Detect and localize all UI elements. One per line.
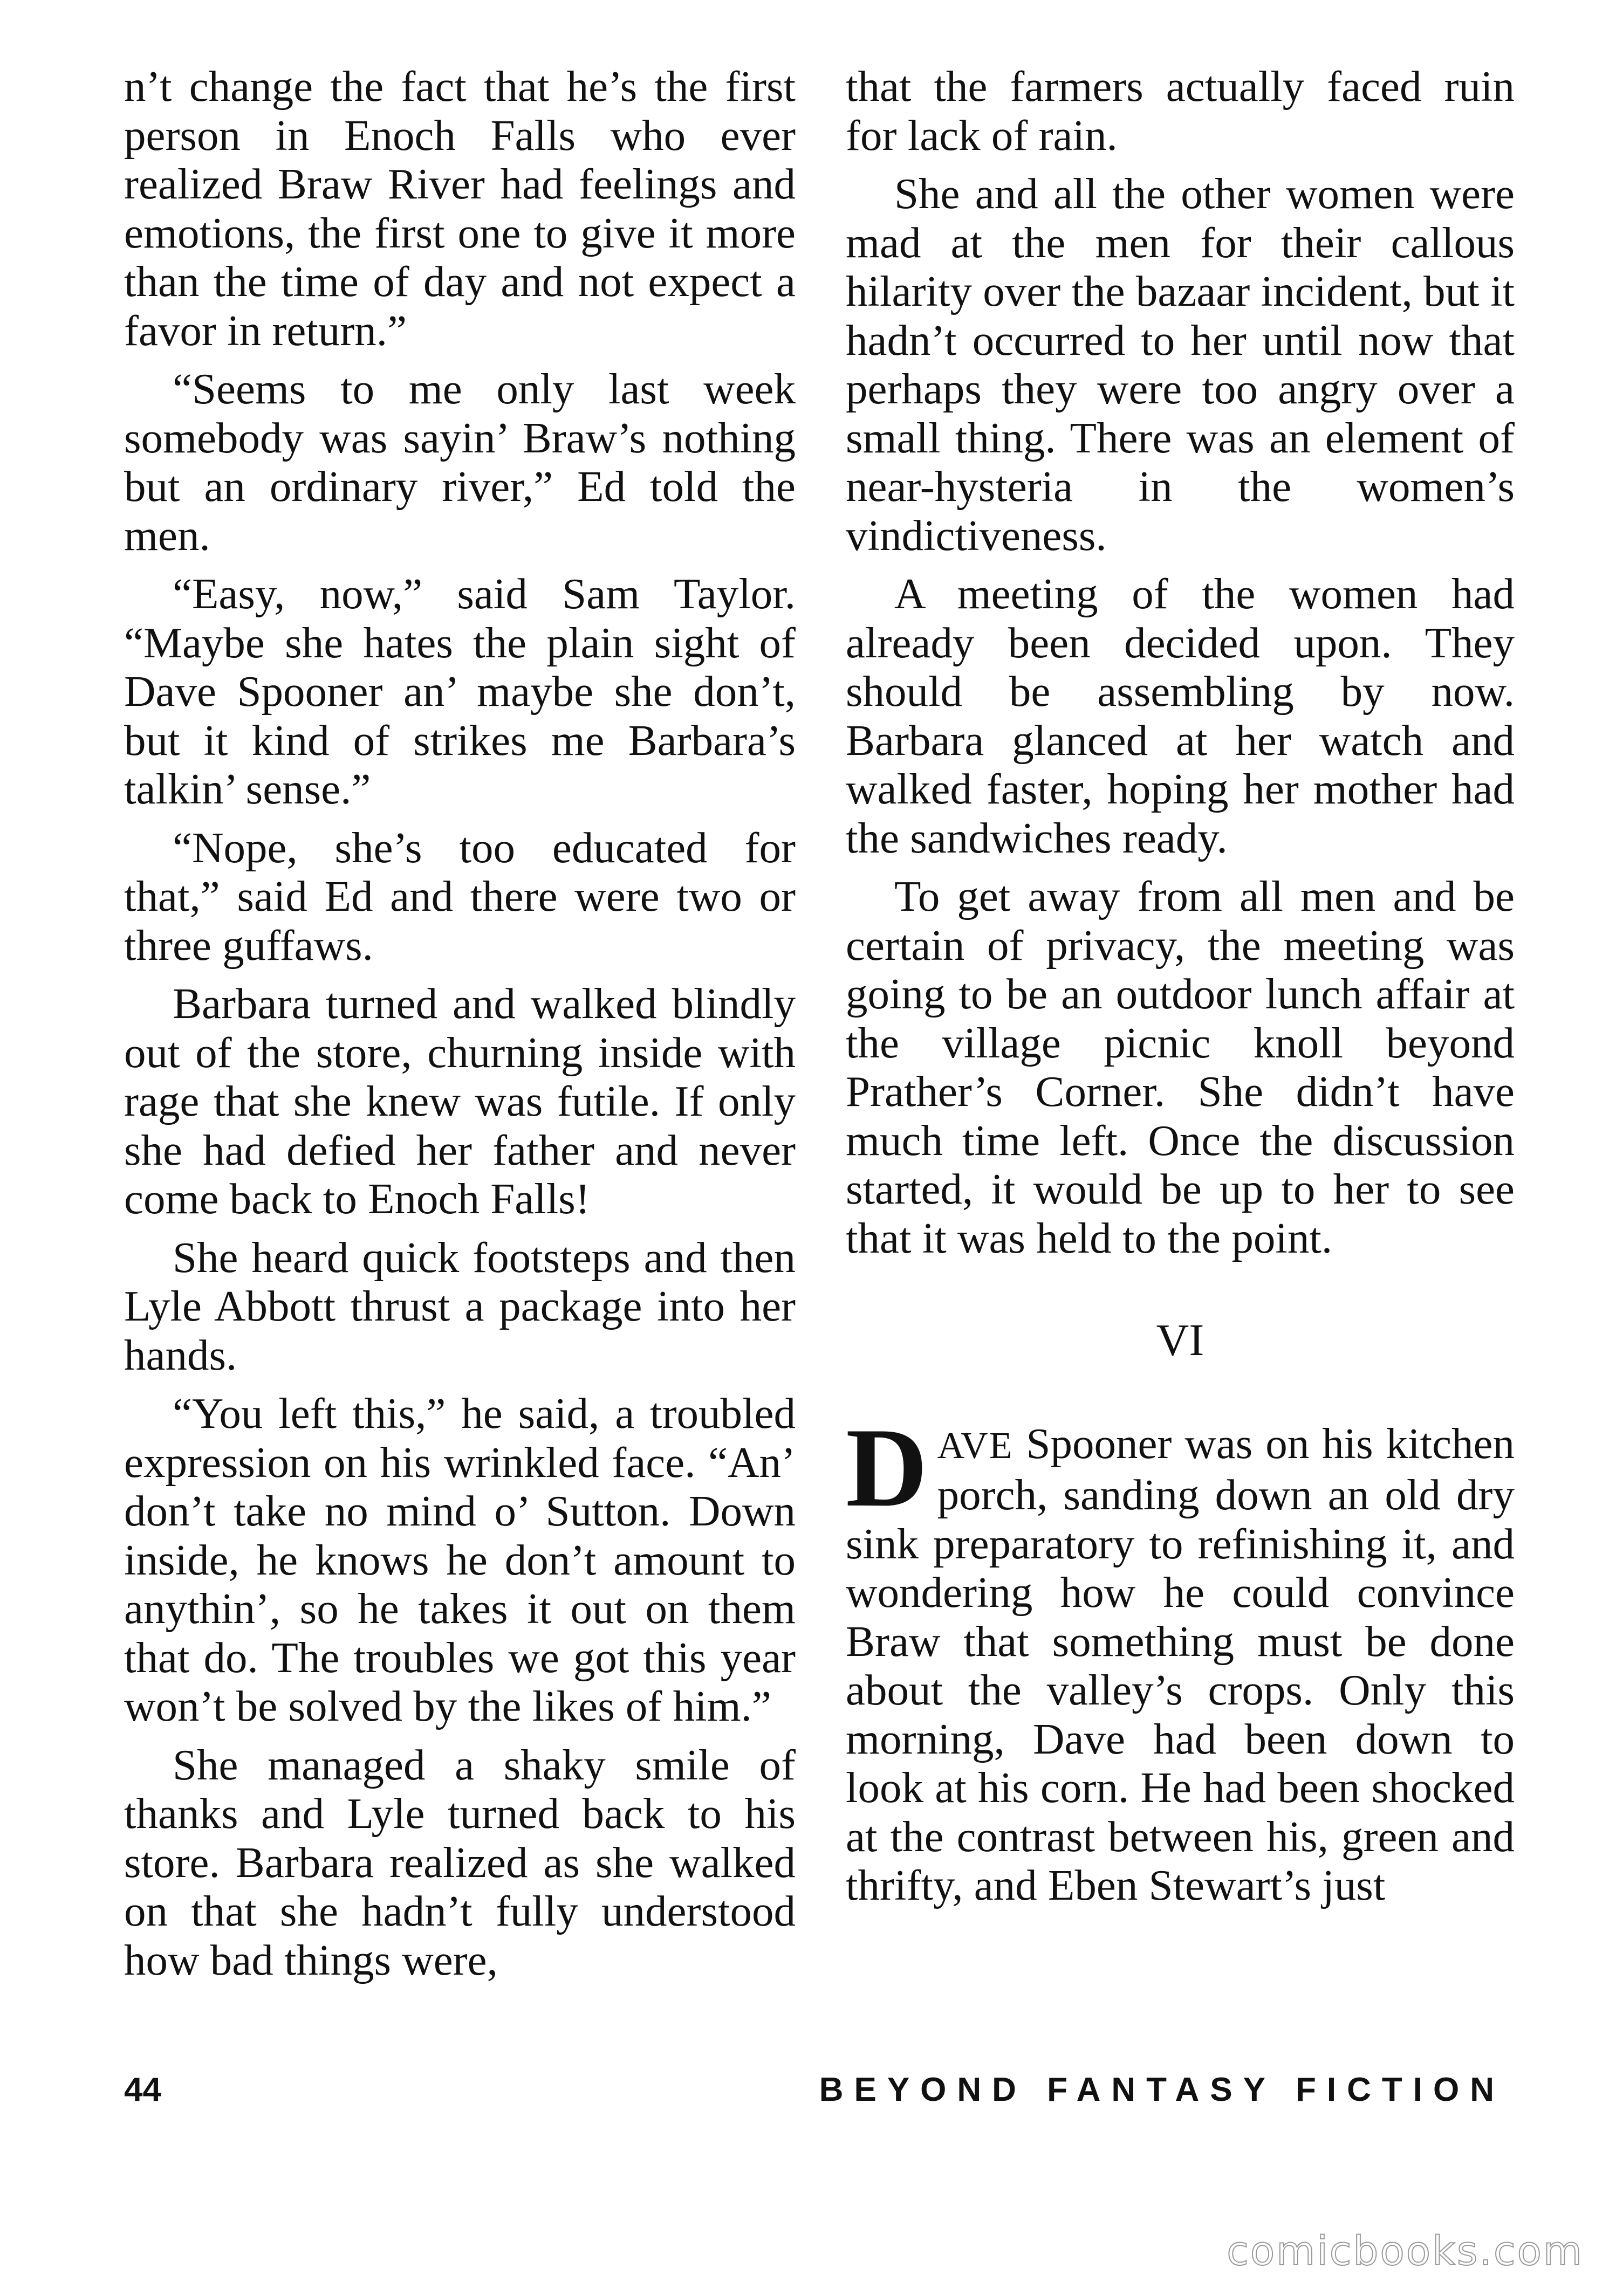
paragraph: “You left this,” he said, a troubled expression on his wrinkled face. “An’ don’t take no mind o’ Sutton. Down inside, he knows he don’t amount to anythin’, so he takes it out on them that do. The troubles we got this year won’t be solved by the likes of him.” xyxy=(124,1389,796,1730)
paragraph: “Seems to me only last week somebody was sayin’ Braw’s nothing but an ordinary river,” Ed told the men. xyxy=(124,365,796,560)
chapter-heading: VI xyxy=(1156,1315,1204,1365)
small-caps-lead: AVE xyxy=(937,1425,1014,1467)
paragraph: n’t change the fact that he’s the first person in Enoch Falls who ever realized Braw River had feelings and emotions, the first one to give it more than the time of day and not expect a favor in return.” xyxy=(124,62,796,355)
paragraph: Barbara turned and walked blindly out of the store, churning inside with rage that she knew was futile. If only she had defied her father and never come back to Enoch Falls! xyxy=(124,979,796,1223)
paragraph: “Nope, she’s too educated for that,” said Ed and there were two or three guffaws. xyxy=(124,823,796,970)
magazine-title: BEYOND FANTASY FICTION xyxy=(819,2071,1505,2108)
drop-cap: D xyxy=(846,1405,928,1530)
watermark: comicbooks.com xyxy=(1227,2228,1584,2274)
paragraph: that the farmers actually faced ruin for lack of rain. xyxy=(846,62,1515,160)
paragraph: To get away from all men and be certain of privacy, the meeting was going to be an outdoor lunch affair at the village picnic knoll beyond Prather’s Corner. She didn’t have much time left. Once the discussion started, it would be up to her to see that it was held to the point. xyxy=(846,872,1515,1262)
paragraph-text: Spooner was on his kitchen porch, sanding down an old dry sink preparatory to refinishing it, and wondering how he could convince Braw that something must be done about the valley’s crops. Only this morning, Dave had been down to look at his corn. He had been shocked at the contrast between his, green and thrifty, and Eben Stewart’s just xyxy=(846,1419,1515,1909)
paragraph: She and all the other women were mad at the men for their callous hilarity over the bazaar incident, but it hadn’t occurred to her until now that perhaps they were too angry over a small thing. There was an element of near-hysteria in the women’s vindictiveness. xyxy=(846,169,1515,560)
right-column xyxy=(846,62,1515,1920)
paragraph: She managed a shaky smile of thanks and Lyle turned back to his store. Barbara realized as she walked on that she hadn’t fully understood how bad things were, xyxy=(124,1740,796,1984)
left-column xyxy=(124,62,796,1994)
page-number: 44 xyxy=(124,2071,161,2108)
paragraph: “Easy, now,” said Sam Taylor. “Maybe she hates the plain sight of Dave Spooner an’ maybe she don’t, but it kind of strikes me Barbara’s talkin’ sense.” xyxy=(124,569,796,813)
chapter-opening-paragraph xyxy=(846,1405,1515,1910)
paragraph: She heard quick footsteps and then Lyle Abbott thrust a package into her hands. xyxy=(124,1233,796,1379)
paragraph: A meeting of the women had already been decided upon. They should be assembling by now. Barbara glanced at her watch and walked faster, hoping her mother had the sandwiches ready. xyxy=(846,569,1515,862)
page-footer xyxy=(124,2071,1505,2119)
